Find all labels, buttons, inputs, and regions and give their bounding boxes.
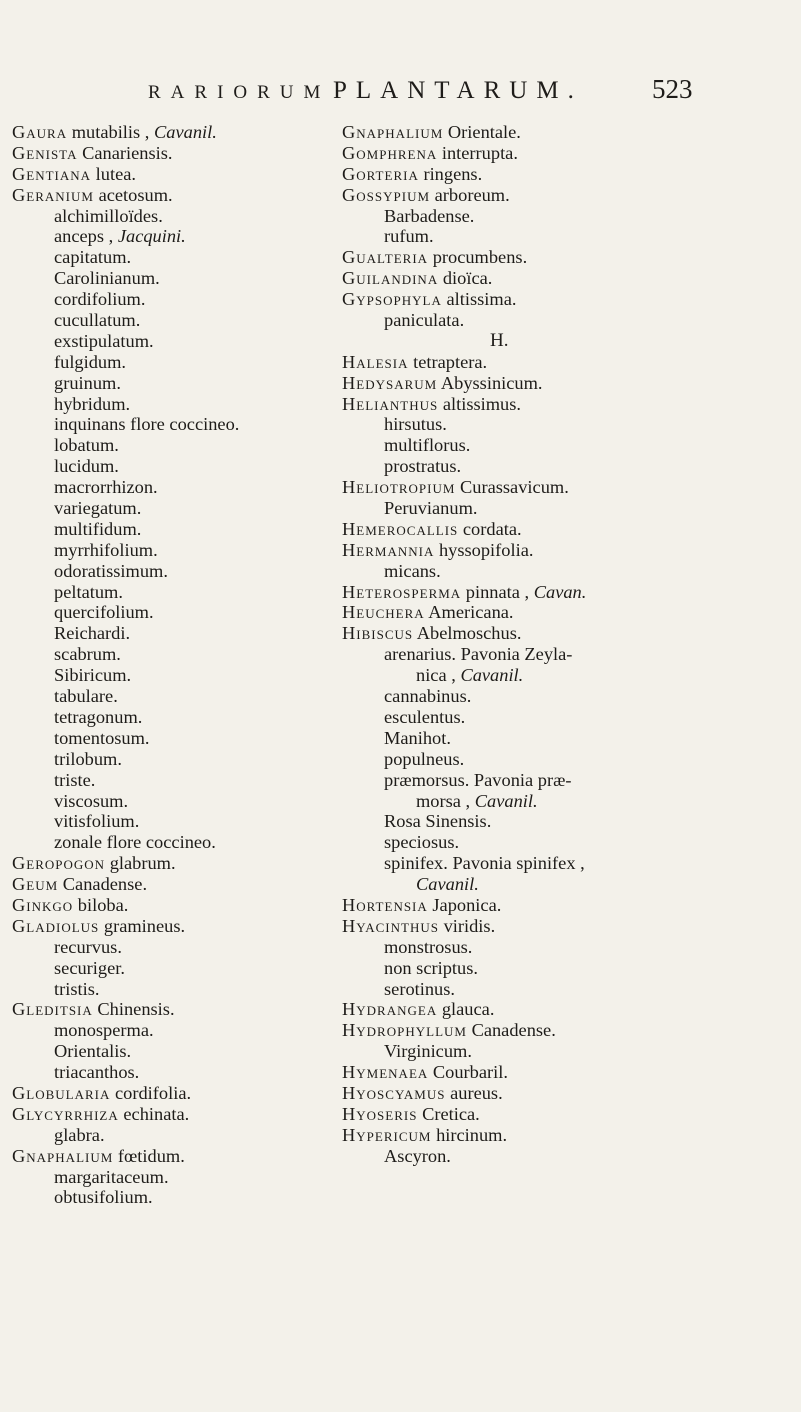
- epithet: fulgidum.: [54, 351, 127, 372]
- species-entry: [12, 728, 322, 749]
- genus-name: Gualteria: [342, 247, 429, 268]
- genus-name: Guilandina: [342, 268, 439, 289]
- species-entry: [342, 937, 794, 958]
- genus-name: Gaura: [12, 122, 68, 142]
- epithet: speciosus.: [384, 832, 460, 853]
- epithet: inquinans flore coccineo.: [54, 414, 240, 435]
- epithet: triste.: [54, 769, 96, 790]
- species-entry: [12, 1125, 322, 1146]
- epithet: viscosum.: [54, 790, 129, 811]
- genus-name: Geranium: [12, 184, 94, 205]
- epithet: monstrosus.: [384, 936, 473, 957]
- species-entry: [342, 895, 794, 916]
- epithet: glabra.: [54, 1124, 105, 1145]
- species-entry: [12, 665, 322, 686]
- genus-name: Hibiscus: [342, 623, 414, 644]
- species-entry: [12, 644, 322, 665]
- species-entry: [12, 979, 322, 1000]
- epithet: Virginicum.: [384, 1041, 472, 1062]
- epithet: non scriptus.: [384, 957, 478, 978]
- epithet: esculentus.: [384, 706, 466, 727]
- species-entry: [342, 122, 794, 143]
- epithet: quercifolium.: [54, 602, 154, 623]
- epithet: Canariensis.: [82, 142, 173, 163]
- epithet: rufum.: [384, 226, 434, 247]
- epithet: glabrum.: [109, 853, 176, 874]
- section-heading: H.: [490, 329, 509, 351]
- author-name: Cavan.: [533, 581, 587, 602]
- genus-name: Hermannia: [342, 539, 435, 560]
- epithet: tetragonum.: [54, 706, 143, 727]
- epithet: Reichardi.: [54, 623, 131, 644]
- epithet: securiger.: [54, 957, 125, 978]
- epithet: dioïca.: [442, 268, 493, 289]
- species-entry: [12, 1083, 322, 1104]
- species-entry: [342, 226, 794, 247]
- epithet: tabulare.: [54, 686, 118, 707]
- species-entry: [12, 832, 322, 853]
- epithet: multifidum.: [54, 518, 142, 539]
- species-entry: [342, 1020, 794, 1041]
- genus-name: Hyacinthus: [342, 915, 439, 936]
- genus-name: Gleditsia: [12, 999, 93, 1020]
- epithet: trilobum.: [54, 748, 122, 769]
- species-entry: [342, 958, 794, 979]
- epithet: mutabilis ,: [71, 122, 150, 142]
- genus-name: Gorteria: [342, 163, 419, 184]
- genus-name: Gossypium: [342, 184, 431, 205]
- species-entry: [342, 394, 794, 415]
- species-entry: [12, 352, 322, 373]
- species-entry: [342, 853, 794, 874]
- species-entry: [12, 540, 322, 561]
- epithet: tomentosum.: [54, 727, 150, 748]
- epithet: myrrhifolium.: [54, 539, 158, 560]
- species-entry: [342, 164, 794, 185]
- epithet: cucullatum.: [54, 310, 141, 331]
- species-entry: [12, 373, 322, 394]
- epithet: micans.: [384, 560, 441, 581]
- species-entry: [342, 185, 794, 206]
- species-entry: [12, 1020, 322, 1041]
- species-entry: [12, 456, 322, 477]
- species-entry: [342, 561, 794, 582]
- species-entry: [12, 185, 322, 206]
- epithet: odoratissimum.: [54, 560, 168, 581]
- epithet: hirsutus.: [384, 414, 447, 435]
- right-column: [342, 122, 794, 1167]
- epithet: variegatum.: [54, 498, 142, 519]
- genus-name: Hedysarum: [342, 372, 438, 393]
- species-entry: [342, 540, 794, 561]
- species-entry: [342, 979, 794, 1000]
- epithet: Cretica.: [422, 1103, 480, 1124]
- genus-name: Hyoscyamus: [342, 1082, 446, 1103]
- species-entry: [12, 602, 322, 623]
- epithet: cordata.: [462, 518, 522, 539]
- genus-name: Heuchera: [342, 602, 425, 623]
- epithet: exstipulatum.: [54, 330, 154, 351]
- species-entry: [342, 477, 794, 498]
- epithet: populneus.: [384, 748, 465, 769]
- epithet: Sibiricum.: [54, 665, 132, 686]
- genus-name: Ginkgo: [12, 894, 74, 915]
- genus-name: Hydrangea: [342, 999, 438, 1020]
- epithet: arboreum.: [434, 184, 510, 205]
- author-name: Cavanil.: [154, 122, 217, 142]
- genus-name: Glycyrrhiza: [12, 1103, 119, 1124]
- epithet: hyssopifolia.: [438, 539, 534, 560]
- species-entry: [342, 456, 794, 477]
- epithet: altissima.: [446, 289, 517, 310]
- running-head: [0, 74, 801, 122]
- epithet: spinifex. Pavonia spinifex ,: [384, 853, 585, 874]
- epithet: acetosum.: [98, 184, 173, 205]
- genus-name: Gladiolus: [12, 915, 100, 936]
- epithet: nica ,: [416, 665, 456, 686]
- genus-name: Gnaphalium: [342, 122, 444, 142]
- epithet: Abyssinicum.: [440, 372, 543, 393]
- epithet: scabrum.: [54, 644, 121, 665]
- epithet: cannabinus.: [384, 686, 472, 707]
- genus-name: Hyoseris: [342, 1103, 418, 1124]
- species-entry: [342, 874, 794, 895]
- genus-name: Hemerocallis: [342, 518, 459, 539]
- species-entry: [342, 1083, 794, 1104]
- genus-name: Hymenaea: [342, 1062, 429, 1083]
- species-entry: [342, 1104, 794, 1125]
- species-entry: [12, 561, 322, 582]
- epithet: paniculata.: [384, 310, 465, 331]
- species-entry: [342, 498, 794, 519]
- species-entry: [12, 435, 322, 456]
- epithet: cordifolium.: [54, 289, 146, 310]
- epithet: aureus.: [450, 1082, 503, 1103]
- epithet: morsa ,: [416, 790, 471, 811]
- epithet: Canadense.: [471, 1020, 556, 1041]
- species-entry: [12, 895, 322, 916]
- species-entry: [12, 414, 322, 435]
- genus-name: Globularia: [12, 1082, 111, 1103]
- epithet: anceps ,: [54, 226, 114, 247]
- species-entry: [342, 519, 794, 540]
- epithet: lucidum.: [54, 456, 119, 477]
- epithet: Americana.: [428, 602, 514, 623]
- species-entry: [342, 770, 794, 791]
- epithet: cordifolia.: [115, 1082, 192, 1103]
- genus-name: Gomphrena: [342, 142, 438, 163]
- species-entry: [342, 644, 794, 665]
- epithet: præmorsus. Pavonia præ-: [384, 769, 572, 790]
- species-entry: [12, 1167, 322, 1188]
- epithet: pinnata ,: [465, 581, 530, 602]
- species-entry: [342, 602, 794, 623]
- epithet: ringens.: [423, 163, 483, 184]
- epithet: Orientale.: [447, 122, 521, 142]
- epithet: serotinus.: [384, 978, 456, 999]
- species-entry: [342, 665, 794, 686]
- epithet: Peruvianum.: [384, 498, 478, 519]
- epithet: peltatum.: [54, 581, 123, 602]
- author-name: Cavanil.: [416, 874, 479, 895]
- species-entry: [342, 352, 794, 373]
- epithet: monosperma.: [54, 1020, 154, 1041]
- species-entry: [342, 206, 794, 227]
- epithet: arenarius. Pavonia Zeyla-: [384, 644, 573, 665]
- epithet: capitatum.: [54, 247, 132, 268]
- species-entry: [12, 958, 322, 979]
- epithet: Canadense.: [62, 874, 148, 895]
- species-entry: [12, 707, 322, 728]
- species-entry: [342, 686, 794, 707]
- epithet: Courbaril.: [432, 1062, 508, 1083]
- species-entry: [342, 791, 794, 812]
- epithet: multiflorus.: [384, 435, 471, 456]
- species-entry: [12, 623, 322, 644]
- epithet: tetraptera.: [413, 351, 488, 372]
- species-entry: [342, 310, 794, 331]
- species-entry: [342, 707, 794, 728]
- species-entry: [12, 999, 322, 1020]
- species-entry: [12, 853, 322, 874]
- epithet: gruinum.: [54, 372, 121, 393]
- species-entry: [12, 686, 322, 707]
- genus-name: Gnaphalium: [12, 1145, 114, 1166]
- species-entry: [342, 414, 794, 435]
- epithet: Carolinianum.: [54, 268, 160, 289]
- genus-name: Hydrophyllum: [342, 1020, 467, 1041]
- species-entry: [12, 206, 322, 227]
- species-entry: [12, 143, 322, 164]
- species-entry: [342, 728, 794, 749]
- epithet: procumbens.: [432, 247, 528, 268]
- epithet: margaritaceum.: [54, 1166, 169, 1187]
- epithet: altissimus.: [442, 393, 521, 414]
- species-entry: [12, 477, 322, 498]
- epithet: recurvus.: [54, 936, 122, 957]
- species-entry: [12, 519, 322, 540]
- species-entry: [342, 832, 794, 853]
- species-entry: [12, 937, 322, 958]
- species-entry: [12, 1187, 322, 1208]
- epithet: lutea.: [95, 163, 136, 184]
- species-entry: [12, 874, 322, 895]
- species-entry: [12, 582, 322, 603]
- species-entry: [12, 1062, 322, 1083]
- genus-name: Heliotropium: [342, 477, 456, 498]
- epithet: Chinensis.: [97, 999, 175, 1020]
- species-entry: [12, 1104, 322, 1125]
- epithet: zonale flore coccineo.: [54, 832, 216, 853]
- species-entry: [342, 373, 794, 394]
- species-entry: [342, 143, 794, 164]
- species-entry: [12, 791, 322, 812]
- species-entry: [342, 289, 794, 310]
- species-entry: [342, 1146, 794, 1167]
- genus-name: Helianthus: [342, 393, 439, 414]
- species-entry: [12, 164, 322, 185]
- species-entry: [342, 811, 794, 832]
- genus-name: Hortensia: [342, 894, 428, 915]
- species-entry: [342, 749, 794, 770]
- epithet: hircinum.: [436, 1124, 508, 1145]
- species-entry: [12, 310, 322, 331]
- genus-name: Heterosperma: [342, 581, 462, 602]
- epithet: prostratus.: [384, 456, 462, 477]
- species-entry: [342, 1041, 794, 1062]
- species-entry: [12, 122, 322, 143]
- epithet: tristis.: [54, 978, 100, 999]
- epithet: Rosa Sinensis.: [384, 811, 492, 832]
- species-entry: [342, 1062, 794, 1083]
- epithet: Orientalis.: [54, 1041, 132, 1062]
- species-entry: [342, 247, 794, 268]
- genus-name: Gypsophyla: [342, 289, 442, 310]
- species-entry: [12, 247, 322, 268]
- species-entry: [342, 623, 794, 644]
- epithet: Ascyron.: [384, 1145, 451, 1166]
- running-head-left: RARIORUM: [148, 82, 331, 103]
- genus-name: Halesia: [342, 351, 409, 372]
- epithet: Curassavicum.: [460, 477, 569, 498]
- epithet: biloba.: [77, 894, 129, 915]
- epithet: Abelmoschus.: [416, 623, 522, 644]
- species-entry: [342, 999, 794, 1020]
- genus-name: Hypericum: [342, 1124, 432, 1145]
- genus-name: Geropogon: [12, 853, 106, 874]
- species-entry: [12, 916, 322, 937]
- epithet: Japonica.: [432, 894, 502, 915]
- epithet: Manihot.: [384, 727, 451, 748]
- epithet: Barbadense.: [384, 205, 475, 226]
- left-column: [12, 122, 322, 1208]
- epithet: hybridum.: [54, 393, 131, 414]
- author-name: Cavanil.: [474, 790, 538, 811]
- species-entry: [12, 1041, 322, 1062]
- species-entry: [12, 226, 322, 247]
- species-entry: [12, 268, 322, 289]
- species-entry: [342, 916, 794, 937]
- species-entry: [342, 268, 794, 289]
- epithet: echinata.: [123, 1103, 190, 1124]
- genus-name: Gentiana: [12, 163, 92, 184]
- species-entry: [12, 289, 322, 310]
- species-entry: [342, 1125, 794, 1146]
- epithet: viridis.: [443, 915, 496, 936]
- page-number: 523: [652, 74, 693, 104]
- species-entry: [12, 394, 322, 415]
- author-name: Jacquini.: [117, 226, 186, 247]
- genus-name: Geum: [12, 874, 59, 895]
- species-entry: [342, 582, 794, 603]
- epithet: glauca.: [441, 999, 495, 1020]
- species-entry: [12, 498, 322, 519]
- species-entry: [12, 811, 322, 832]
- species-entry: [342, 435, 794, 456]
- epithet: macrorrhizon.: [54, 477, 158, 498]
- species-entry: [12, 770, 322, 791]
- species-entry: [12, 1146, 322, 1167]
- epithet: lobatum.: [54, 435, 119, 456]
- epithet: gramineus.: [103, 915, 186, 936]
- species-entry: [12, 331, 322, 352]
- species-entry: [12, 749, 322, 770]
- epithet: interrupta.: [441, 142, 518, 163]
- epithet: alchimilloïdes.: [54, 205, 163, 226]
- epithet: fœtidum.: [117, 1145, 185, 1166]
- epithet: vitisfolium.: [54, 811, 140, 832]
- running-head-right: PLANTARUM.: [333, 77, 583, 104]
- author-name: Cavanil.: [460, 665, 524, 686]
- epithet: obtusifolium.: [54, 1187, 153, 1208]
- genus-name: Genista: [12, 142, 78, 163]
- epithet: triacanthos.: [54, 1062, 140, 1083]
